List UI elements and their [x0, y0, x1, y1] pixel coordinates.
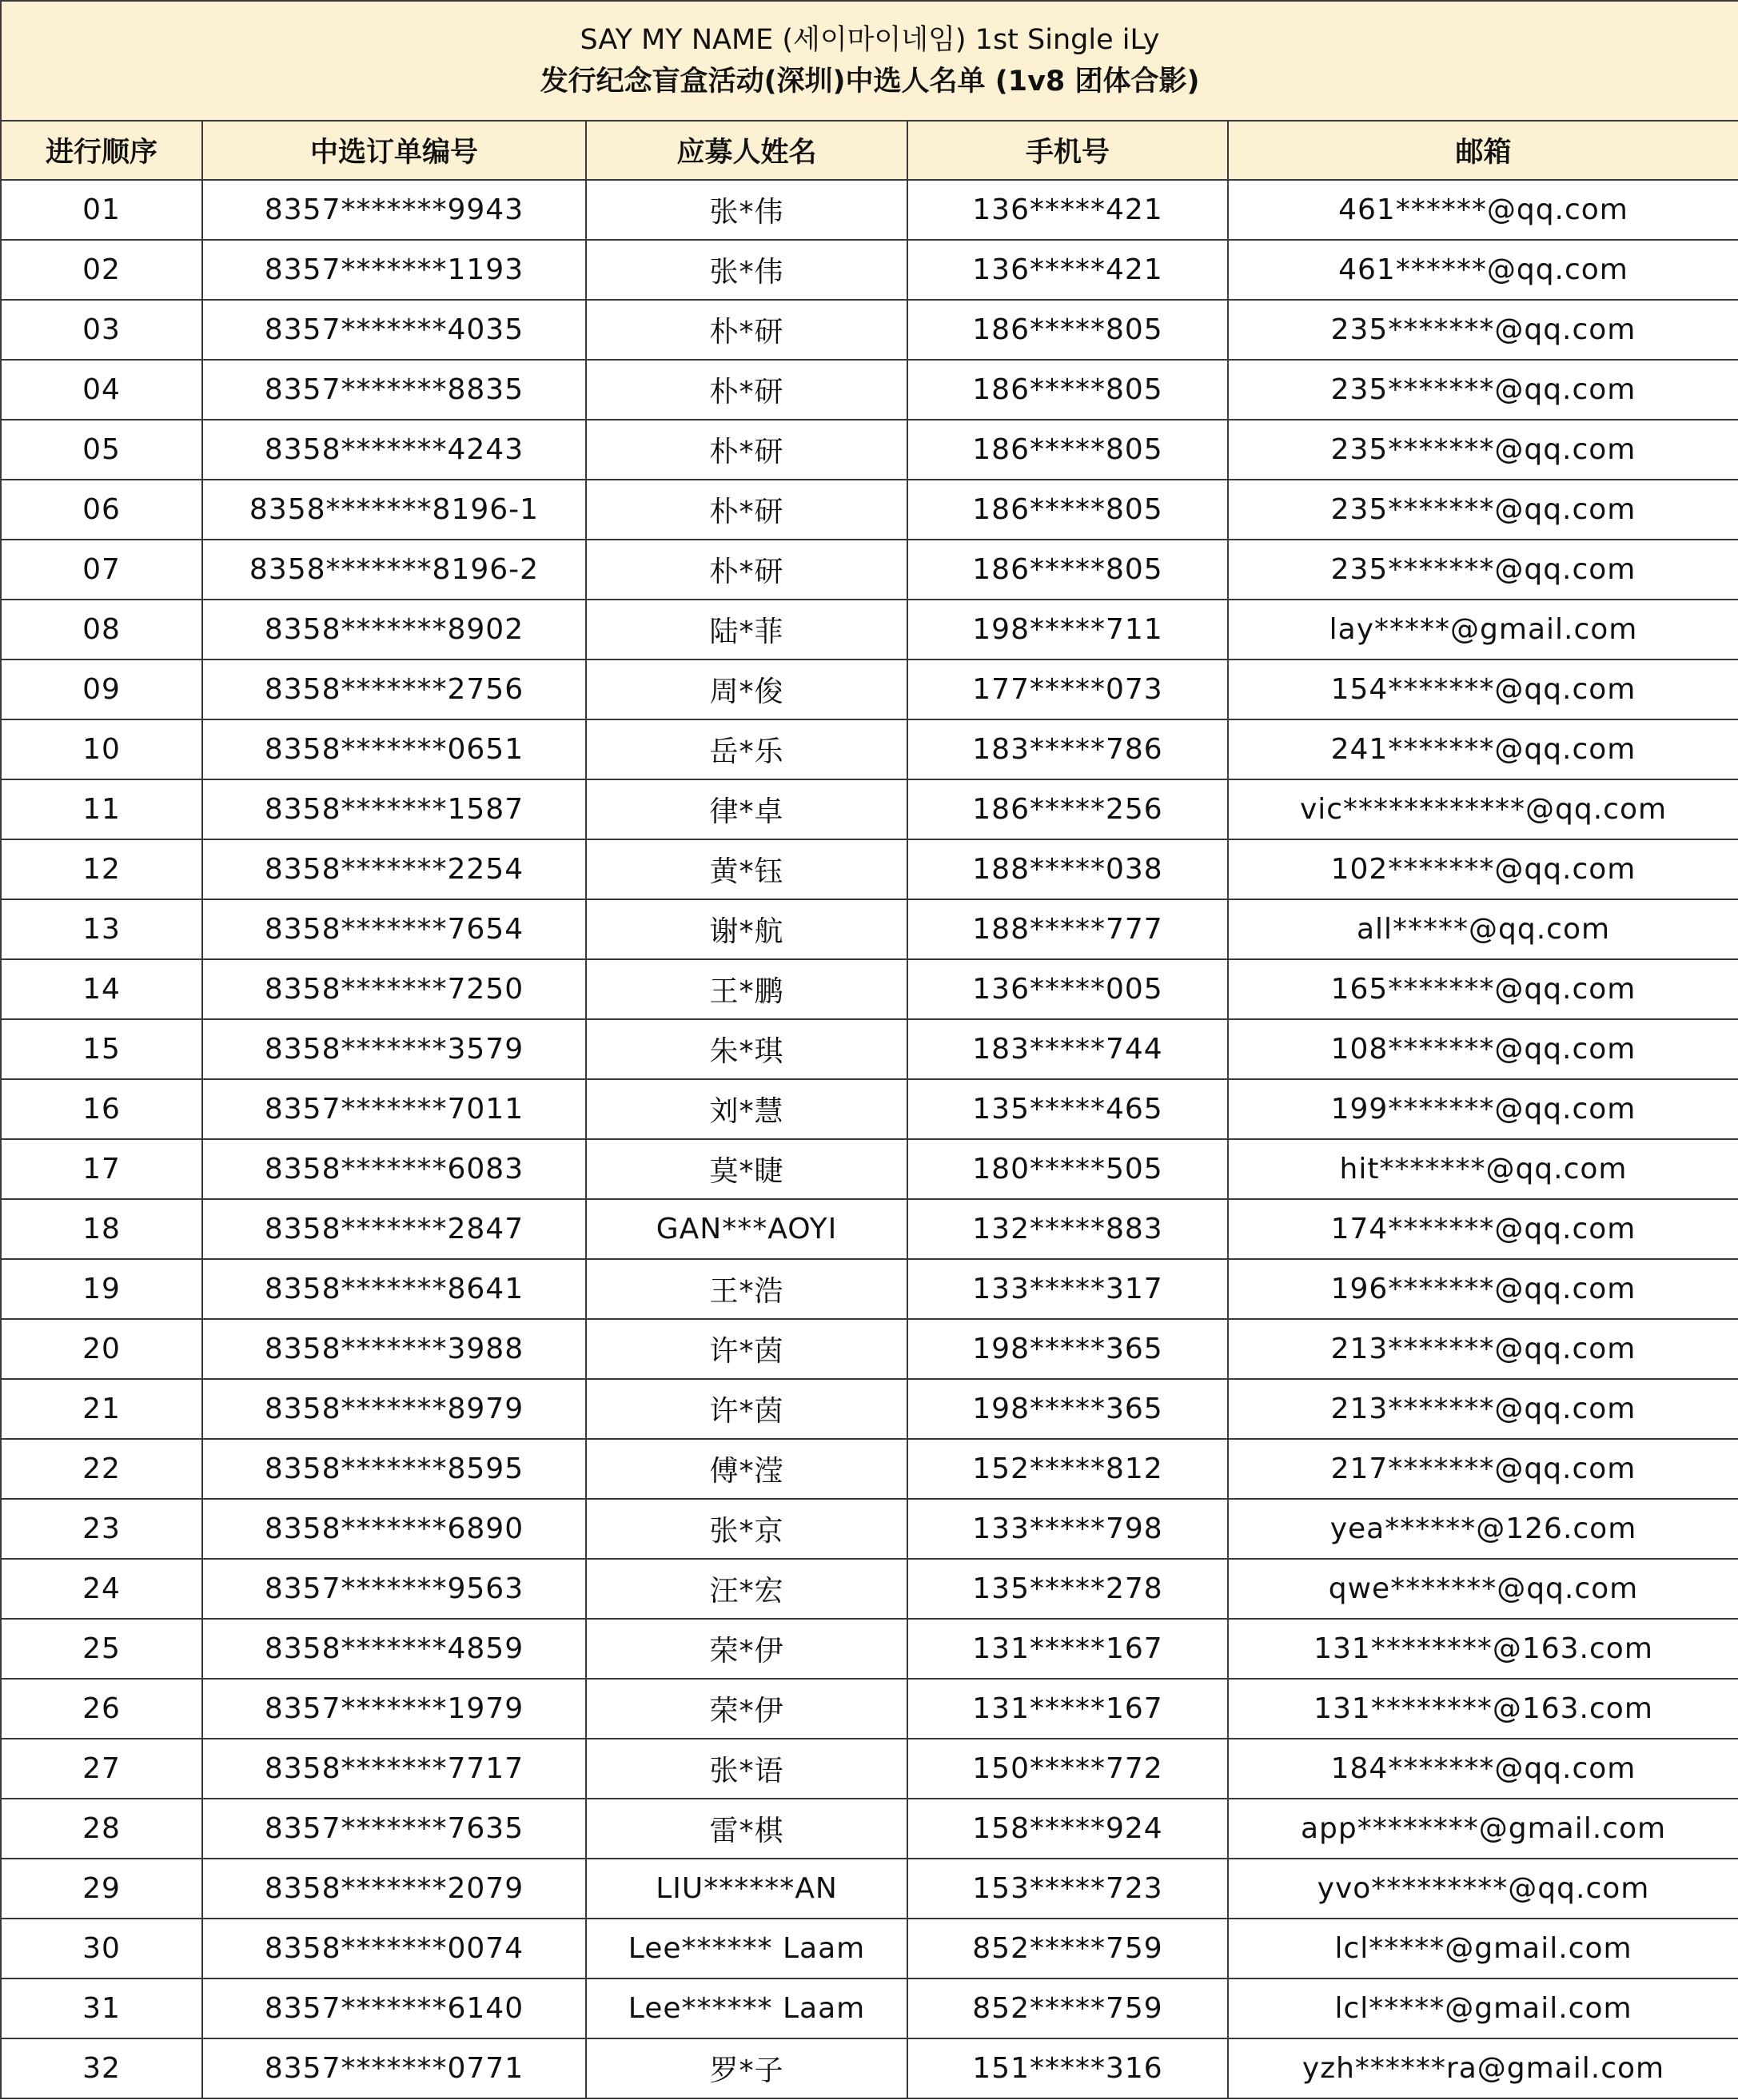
cell-applicant-name: 荣*伊: [586, 1619, 907, 1679]
cell-applicant-name: 许*茵: [586, 1319, 907, 1379]
cell-phone: 158*****924: [907, 1799, 1228, 1859]
table-row: [1, 1379, 1738, 1439]
cell-email: 235*******@qq.com: [1228, 480, 1738, 540]
table-row: [1, 779, 1738, 839]
cell-phone: 177*****073: [907, 659, 1228, 719]
cell-phone: 135*****465: [907, 1079, 1228, 1139]
title-line-1: SAY MY NAME (세이마이네임) 1st Single iLy: [580, 24, 1160, 56]
cell-order-number: 8358*******7250: [202, 959, 586, 1019]
cell-applicant-name: GAN***AOYI: [586, 1199, 907, 1259]
cell-email: 213*******@qq.com: [1228, 1379, 1738, 1439]
cell-order: 27: [1, 1739, 202, 1799]
table-row: [1, 1199, 1738, 1259]
cell-applicant-name: 刘*慧: [586, 1079, 907, 1139]
table-title: [1, 1, 1738, 121]
cell-email: 196*******@qq.com: [1228, 1259, 1738, 1319]
cell-order-number: 8358*******0074: [202, 1919, 586, 1978]
cell-order: 20: [1, 1319, 202, 1379]
cell-phone: 183*****744: [907, 1019, 1228, 1079]
cell-applicant-name: 朴*研: [586, 420, 907, 480]
cell-order: 25: [1, 1619, 202, 1679]
cell-applicant-name: 张*京: [586, 1499, 907, 1559]
cell-order: 23: [1, 1499, 202, 1559]
cell-applicant-name: 岳*乐: [586, 719, 907, 779]
cell-order-number: 8357*******9943: [202, 180, 586, 240]
cell-order: 22: [1, 1439, 202, 1499]
cell-applicant-name: 王*浩: [586, 1259, 907, 1319]
cell-email: lcl*****@gmail.com: [1228, 1978, 1738, 2038]
cell-phone: 186*****805: [907, 300, 1228, 360]
cell-order-number: 8358*******4859: [202, 1619, 586, 1679]
table-row: [1, 360, 1738, 420]
table-row: [1, 180, 1738, 240]
column-header-order: 进行顺序: [1, 121, 202, 180]
table-row: [1, 1619, 1738, 1679]
cell-phone: 150*****772: [907, 1739, 1228, 1799]
table-row: [1, 839, 1738, 899]
cell-phone: 151*****316: [907, 2038, 1228, 2098]
cell-order-number: 8358*******8902: [202, 600, 586, 659]
cell-order-number: 8358*******2847: [202, 1199, 586, 1259]
cell-phone: 183*****786: [907, 719, 1228, 779]
cell-phone: 131*****167: [907, 1619, 1228, 1679]
table-row: [1, 1679, 1738, 1739]
cell-order-number: 8357*******0771: [202, 2038, 586, 2098]
cell-order: 11: [1, 779, 202, 839]
table-row: [1, 480, 1738, 540]
cell-order-number: 8358*******0651: [202, 719, 586, 779]
cell-order: 18: [1, 1199, 202, 1259]
cell-applicant-name: LIU******AN: [586, 1859, 907, 1919]
cell-order: 02: [1, 240, 202, 300]
cell-order: 16: [1, 1079, 202, 1139]
cell-applicant-name: 罗*子: [586, 2038, 907, 2098]
cell-phone: 186*****256: [907, 779, 1228, 839]
table-row: [1, 1019, 1738, 1079]
cell-order: 14: [1, 959, 202, 1019]
cell-phone: 131*****167: [907, 1679, 1228, 1739]
table-row: [1, 600, 1738, 659]
cell-order: 01: [1, 180, 202, 240]
cell-order-number: 8358*******3988: [202, 1319, 586, 1379]
column-header-email: 邮箱: [1228, 121, 1738, 180]
cell-email: yvo*********@qq.com: [1228, 1859, 1738, 1919]
table-row: [1, 1919, 1738, 1978]
column-header-applicant-name: 应募人姓名: [586, 121, 907, 180]
table-row: [1, 300, 1738, 360]
cell-phone: 188*****038: [907, 839, 1228, 899]
cell-applicant-name: 朴*研: [586, 480, 907, 540]
title-row: [1, 1, 1738, 121]
cell-order-number: 8357*******7011: [202, 1079, 586, 1139]
cell-phone: 186*****805: [907, 360, 1228, 420]
cell-order: 10: [1, 719, 202, 779]
cell-email: 102*******@qq.com: [1228, 839, 1738, 899]
column-header-order-number: 中选订单编号: [202, 121, 586, 180]
cell-phone: 135*****278: [907, 1559, 1228, 1619]
table-row: [1, 719, 1738, 779]
cell-order-number: 8357*******1979: [202, 1679, 586, 1739]
cell-order-number: 8358*******7717: [202, 1739, 586, 1799]
cell-order-number: 8358*******8196-2: [202, 540, 586, 600]
cell-order-number: 8358*******2254: [202, 839, 586, 899]
cell-order-number: 8357*******8835: [202, 360, 586, 420]
cell-order: 04: [1, 360, 202, 420]
cell-email: 131********@163.com: [1228, 1619, 1738, 1679]
cell-order: 08: [1, 600, 202, 659]
cell-email: 461******@qq.com: [1228, 180, 1738, 240]
cell-email: 154*******@qq.com: [1228, 659, 1738, 719]
cell-order: 32: [1, 2038, 202, 2098]
table-row: [1, 240, 1738, 300]
cell-order: 12: [1, 839, 202, 899]
table-row: [1, 540, 1738, 600]
cell-applicant-name: 陆*菲: [586, 600, 907, 659]
cell-applicant-name: 张*伟: [586, 240, 907, 300]
cell-phone: 133*****798: [907, 1499, 1228, 1559]
cell-phone: 852*****759: [907, 1919, 1228, 1978]
table-row: [1, 1559, 1738, 1619]
cell-order: 05: [1, 420, 202, 480]
cell-order: 21: [1, 1379, 202, 1439]
cell-phone: 198*****365: [907, 1379, 1228, 1439]
cell-email: 199*******@qq.com: [1228, 1079, 1738, 1139]
cell-applicant-name: 荣*伊: [586, 1679, 907, 1739]
cell-order: 24: [1, 1559, 202, 1619]
cell-order-number: 8358*******1587: [202, 779, 586, 839]
cell-phone: 852*****759: [907, 1978, 1228, 2038]
cell-order: 13: [1, 899, 202, 959]
cell-applicant-name: 朴*研: [586, 300, 907, 360]
table-row: [1, 2038, 1738, 2098]
cell-order-number: 8358*******8979: [202, 1379, 586, 1439]
cell-order-number: 8358*******8641: [202, 1259, 586, 1319]
cell-applicant-name: 傅*滢: [586, 1439, 907, 1499]
cell-phone: 188*****777: [907, 899, 1228, 959]
table-row: [1, 1499, 1738, 1559]
cell-phone: 136*****421: [907, 240, 1228, 300]
cell-email: all*****@qq.com: [1228, 899, 1738, 959]
cell-applicant-name: 周*俊: [586, 659, 907, 719]
table-row: [1, 659, 1738, 719]
cell-phone: 153*****723: [907, 1859, 1228, 1919]
cell-order-number: 8357*******6140: [202, 1978, 586, 2038]
cell-order: 26: [1, 1679, 202, 1739]
cell-order-number: 8358*******6890: [202, 1499, 586, 1559]
table-row: [1, 420, 1738, 480]
cell-applicant-name: 黄*钰: [586, 839, 907, 899]
cell-phone: 186*****805: [907, 540, 1228, 600]
cell-email: 235*******@qq.com: [1228, 300, 1738, 360]
table-row: [1, 1079, 1738, 1139]
cell-phone: 133*****317: [907, 1259, 1228, 1319]
cell-applicant-name: 朱*琪: [586, 1019, 907, 1079]
cell-phone: 198*****365: [907, 1319, 1228, 1379]
cell-email: yzh******ra@gmail.com: [1228, 2038, 1738, 2098]
cell-order-number: 8358*******6083: [202, 1139, 586, 1199]
table-row: [1, 1259, 1738, 1319]
cell-email: app********@gmail.com: [1228, 1799, 1738, 1859]
cell-email: qwe*******@qq.com: [1228, 1559, 1738, 1619]
table-row: [1, 1139, 1738, 1199]
cell-applicant-name: 朴*研: [586, 540, 907, 600]
cell-phone: 186*****805: [907, 480, 1228, 540]
cell-applicant-name: 律*卓: [586, 779, 907, 839]
cell-order: 19: [1, 1259, 202, 1319]
cell-email: 165*******@qq.com: [1228, 959, 1738, 1019]
cell-applicant-name: 张*语: [586, 1739, 907, 1799]
cell-order-number: 8358*******4243: [202, 420, 586, 480]
table-row: [1, 1859, 1738, 1919]
table-body: [1, 180, 1738, 2098]
cell-phone: 136*****005: [907, 959, 1228, 1019]
cell-order: 03: [1, 300, 202, 360]
cell-order-number: 8358*******3579: [202, 1019, 586, 1079]
cell-applicant-name: 莫*睫: [586, 1139, 907, 1199]
cell-applicant-name: 许*茵: [586, 1379, 907, 1439]
cell-applicant-name: Lee****** Laam: [586, 1919, 907, 1978]
table-row: [1, 1439, 1738, 1499]
cell-order: 30: [1, 1919, 202, 1978]
table-row: [1, 899, 1738, 959]
cell-order: 31: [1, 1978, 202, 2038]
table-row: [1, 959, 1738, 1019]
cell-order: 15: [1, 1019, 202, 1079]
cell-phone: 186*****805: [907, 420, 1228, 480]
cell-email: lcl*****@gmail.com: [1228, 1919, 1738, 1978]
cell-email: hit*******@qq.com: [1228, 1139, 1738, 1199]
cell-applicant-name: 朴*研: [586, 360, 907, 420]
cell-phone: 198*****711: [907, 600, 1228, 659]
cell-applicant-name: Lee****** Laam: [586, 1978, 907, 2038]
table-row: [1, 1799, 1738, 1859]
cell-phone: 132*****883: [907, 1199, 1228, 1259]
cell-order-number: 8357*******9563: [202, 1559, 586, 1619]
table-row: [1, 1319, 1738, 1379]
cell-email: 235*******@qq.com: [1228, 540, 1738, 600]
cell-order: 29: [1, 1859, 202, 1919]
cell-phone: 180*****505: [907, 1139, 1228, 1199]
cell-email: 241*******@qq.com: [1228, 719, 1738, 779]
cell-email: 213*******@qq.com: [1228, 1319, 1738, 1379]
column-header-phone: 手机号: [907, 121, 1228, 180]
cell-email: 108*******@qq.com: [1228, 1019, 1738, 1079]
cell-email: vic************@qq.com: [1228, 779, 1738, 839]
cell-applicant-name: 张*伟: [586, 180, 907, 240]
column-header-row: [1, 121, 1738, 180]
cell-order: 28: [1, 1799, 202, 1859]
cell-email: 235*******@qq.com: [1228, 360, 1738, 420]
cell-order-number: 8357*******4035: [202, 300, 586, 360]
table-row: [1, 1739, 1738, 1799]
cell-email: 184*******@qq.com: [1228, 1739, 1738, 1799]
table-row: [1, 1978, 1738, 2038]
cell-order: 17: [1, 1139, 202, 1199]
cell-order-number: 8358*******8595: [202, 1439, 586, 1499]
cell-order-number: 8358*******7654: [202, 899, 586, 959]
title-line-2: 发行纪念盲盒活动(深圳)中选人名单 (1v8 团体合影): [540, 66, 1200, 98]
cell-applicant-name: 王*鹏: [586, 959, 907, 1019]
cell-phone: 136*****421: [907, 180, 1228, 240]
cell-email: 131********@163.com: [1228, 1679, 1738, 1739]
cell-email: lay*****@gmail.com: [1228, 600, 1738, 659]
cell-order: 06: [1, 480, 202, 540]
cell-order-number: 8358*******8196-1: [202, 480, 586, 540]
cell-order: 09: [1, 659, 202, 719]
cell-phone: 152*****812: [907, 1439, 1228, 1499]
cell-order-number: 8357*******7635: [202, 1799, 586, 1859]
cell-email: yea******@126.com: [1228, 1499, 1738, 1559]
cell-email: 461******@qq.com: [1228, 240, 1738, 300]
cell-email: 235*******@qq.com: [1228, 420, 1738, 480]
cell-email: 217*******@qq.com: [1228, 1439, 1738, 1499]
cell-order-number: 8358*******2079: [202, 1859, 586, 1919]
cell-applicant-name: 谢*航: [586, 899, 907, 959]
cell-order-number: 8357*******1193: [202, 240, 586, 300]
cell-order: 07: [1, 540, 202, 600]
cell-order-number: 8358*******2756: [202, 659, 586, 719]
cell-applicant-name: 雷*棋: [586, 1799, 907, 1859]
cell-email: 174*******@qq.com: [1228, 1199, 1738, 1259]
cell-applicant-name: 汪*宏: [586, 1559, 907, 1619]
